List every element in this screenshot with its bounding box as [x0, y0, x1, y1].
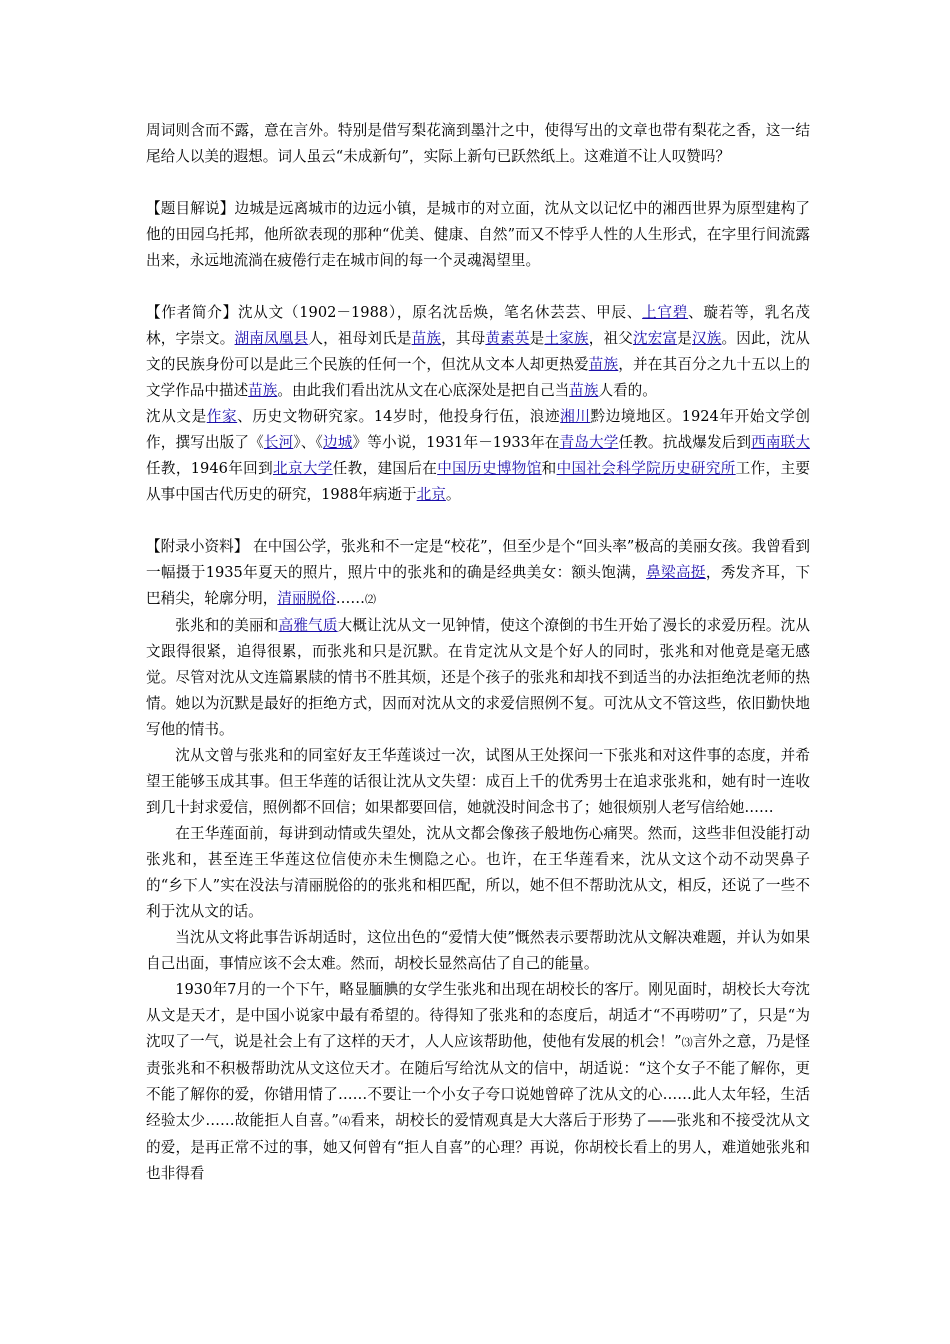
- author-intro-paragraph: [146, 300, 810, 404]
- link-han[interactable]: 汉族: [691, 330, 722, 347]
- text: 沈从文是: [146, 408, 207, 425]
- link-high-nose-bridge[interactable]: 鼻梁高挺: [646, 564, 706, 581]
- spacer: [146, 274, 810, 300]
- link-miao[interactable]: 苗族: [569, 382, 599, 399]
- career-paragraph: [146, 404, 810, 508]
- link-beijing[interactable]: 北京: [416, 486, 446, 503]
- link-huang-suying[interactable]: 黄素英: [485, 330, 530, 347]
- text: 工作，主要从事中国古代历史的研究，1988年病逝于: [146, 460, 810, 503]
- text: ，秀发齐耳，下巴稍尖，轮廓分明，: [146, 564, 810, 607]
- text: 黔边境地区。1924年开始文学创作，撰写出版了《: [146, 408, 810, 451]
- link-writer[interactable]: 作家: [206, 408, 238, 425]
- wang-hualian-paragraph-1: 沈从文曾与张兆和的同室好友王华莲谈过一次，试图从王处探问一下张兆和对这件事的态度，并希望王能够玉成其事。但王华莲的话很让沈从文失望：成百上千的优秀男士在追求张兆和，她有时一连收到几十封求爱信，照例都不回信；如果都要回信，她就没时间念书了；她很烦别人老写信给她……: [146, 747, 810, 816]
- text: 人看的。: [598, 382, 657, 399]
- text: 。由此我们看出沈从文在心底深处是把自己当: [277, 382, 570, 399]
- link-xiangchuan[interactable]: 湘川: [560, 408, 591, 425]
- link-miao[interactable]: 苗族: [411, 330, 442, 347]
- document-page: [146, 118, 810, 1187]
- spacer: [146, 170, 810, 196]
- text: 、璇若等，乳名茂林，字崇文。: [146, 304, 810, 347]
- text: ……: [335, 590, 365, 607]
- spacer: [146, 508, 810, 534]
- link-elegant-refined[interactable]: 清丽脱俗: [277, 590, 336, 607]
- hu-shi-paragraph-1: 当沈从文将此事告诉胡适时，这位出色的“爱情大使”慨然表示要帮助沈从文解决难题，并认为如果自己出面，事情应该不会太难。然而，胡校长显然高估了自己的能量。: [146, 929, 810, 972]
- text: ，并在其百分之九十五以上的文学作品中描述: [146, 356, 810, 399]
- link-biancheng[interactable]: 边城: [323, 434, 353, 451]
- link-hunan-fenghuang[interactable]: 湖南凤凰县: [234, 330, 309, 347]
- text: 。因此，沈从文的民族身份可以是此三个民族的任何一个，但沈从文本人却更热爱: [146, 330, 810, 373]
- link-southwest-associated-university[interactable]: 西南联大: [751, 434, 810, 451]
- text: 。: [445, 486, 461, 503]
- link-shangguanbi[interactable]: 上官碧: [642, 304, 689, 321]
- link-elegant-temperament[interactable]: 高雅气质: [278, 617, 338, 634]
- text: 和: [541, 460, 557, 477]
- beauty-paragraph: [146, 613, 810, 743]
- text: 任教，建国后在: [332, 460, 438, 477]
- text: 是: [677, 330, 692, 347]
- text: 人，祖母刘氏是: [308, 330, 412, 347]
- text: 言外之意，乃是怪责张兆和不积极帮助沈从文这位天才。在随后写给沈从文的信中，胡适说：“这个女子不能了解你，更不能了解你的爱，你错用情了……不要让一个小女子夸口说她曾碎了沈从文的心……此人太年轻，生活经验太少……故能拒人自喜。”: [146, 1033, 810, 1129]
- hu-shi-paragraph-2: [146, 977, 810, 1187]
- link-tujia[interactable]: 土家族: [544, 330, 589, 347]
- link-miao[interactable]: 苗族: [588, 356, 619, 373]
- link-museum-of-chinese-history[interactable]: 中国历史博物馆: [437, 460, 542, 477]
- text: 任教，1946年回到: [146, 460, 274, 477]
- footnote-marker: ⑵: [364, 593, 376, 606]
- text: 、历史文物研究家。14岁时，他投身行伍，浪迹: [237, 408, 561, 425]
- link-miao[interactable]: 苗族: [248, 382, 278, 399]
- text: 》等小说，1931年－1933年在: [352, 434, 560, 451]
- link-qingdao-university[interactable]: 青岛大学: [559, 434, 619, 451]
- link-cass-history-institute[interactable]: 中国社会科学院历史研究所: [556, 460, 736, 477]
- footnote-marker: ⑶: [681, 1036, 693, 1049]
- text: 》、《: [293, 434, 324, 451]
- text: ，祖父: [588, 330, 633, 347]
- text: 是: [529, 330, 545, 347]
- text: 1930年7月的一个下午，略显腼腆的女学生张兆和出现在胡校长的客厅。刚见面时，胡校长大夸沈从文是天才，是中国小说家中最有希望的。待得知了张兆和的态度后，胡适才“不再唠叨”了，只是“为沈叹了一气，说是社会上有了这样的天才，人人应该帮助他，使他有发展的机会！”: [146, 981, 810, 1050]
- text: 【附录小资料】 在中国公学，张兆和不一定是“校花”，但至少是个“回头率”极高的美丽女孩。我曾看到一幅摄于1935年夏天的照片，照片中的张兆和的确是经典美女：额头饱满，: [146, 538, 810, 581]
- wang-hualian-paragraph-2: 在王华莲面前，每讲到动情或失望处，沈从文都会像孩子般地伤心痛哭。然而，这些非但没能打动张兆和，甚至连王华莲这位信使亦未生恻隐之心。也许，在王华莲看来，沈从文这个动不动哭鼻子的“乡下人”实在没法与清丽脱俗的的张兆和相匹配，所以，她不但不帮助沈从文，相反，还说了一些不利于沈从文的话。: [146, 825, 810, 920]
- text: 张兆和的美丽和: [175, 617, 279, 634]
- link-changhe[interactable]: 长河: [263, 434, 294, 451]
- text: ，其母: [441, 330, 486, 347]
- text: 大概让沈从文一见钟情，使这个潦倒的书生开始了漫长的求爱历程。沈从文跟得很紧，追得很累，而张兆和只是沉默。在肯定沈从文是个好人的同时，张兆和对他竟是毫无感觉。尽管对沈从文连篇累牍的情书不胜其烦，还是个孩子的张兆和却找不到适当的办法拒绝沈老师的热情。她以为沉默是最好的拒绝方式，因而对沈从文的求爱信照例不复。可沈从文不管这些，依旧勤快地写他的情书。: [146, 617, 810, 738]
- text: 【作者简介】沈从文（1902－1988），原名沈岳焕，笔名休芸芸、甲辰、: [146, 304, 643, 321]
- footnote-marker: ⑷: [338, 1115, 351, 1128]
- title-explanation-paragraph: 【题目解说】边城是远离城市的边远小镇，是城市的对立面，沈从文以记忆中的湘西世界为原型建构了他的田园乌托邦，他所欲表现的那种“优美、健康、自然”而又不悖乎人性的人生形式，在字里行间流露出来，永远地流淌在疲倦行走在城市间的每一个灵魂渴望里。: [146, 200, 810, 269]
- appendix-paragraph: [146, 534, 810, 613]
- link-peking-university[interactable]: 北京大学: [273, 460, 333, 477]
- text: 看来，胡校长的爱情观真是大大落后于形势了——张兆和不接受沈从文的爱，是再正常不过的事，她又何曾有“拒人自喜”的心理？再说，你胡校长看上的男人，难道她张兆和也非得看: [146, 1112, 810, 1182]
- link-shen-hongfu[interactable]: 沈宏富: [632, 330, 678, 347]
- text: 任教。抗战爆发后到: [618, 434, 752, 451]
- intro-paragraph: 周词则含而不露，意在言外。特别是借写梨花滴到墨汁之中，使得写出的文章也带有梨花之香，这一结尾给人以美的遐想。词人虽云“未成新句”，实际上新句已跃然纸上。这难道不让人叹赞吗？: [146, 122, 810, 165]
